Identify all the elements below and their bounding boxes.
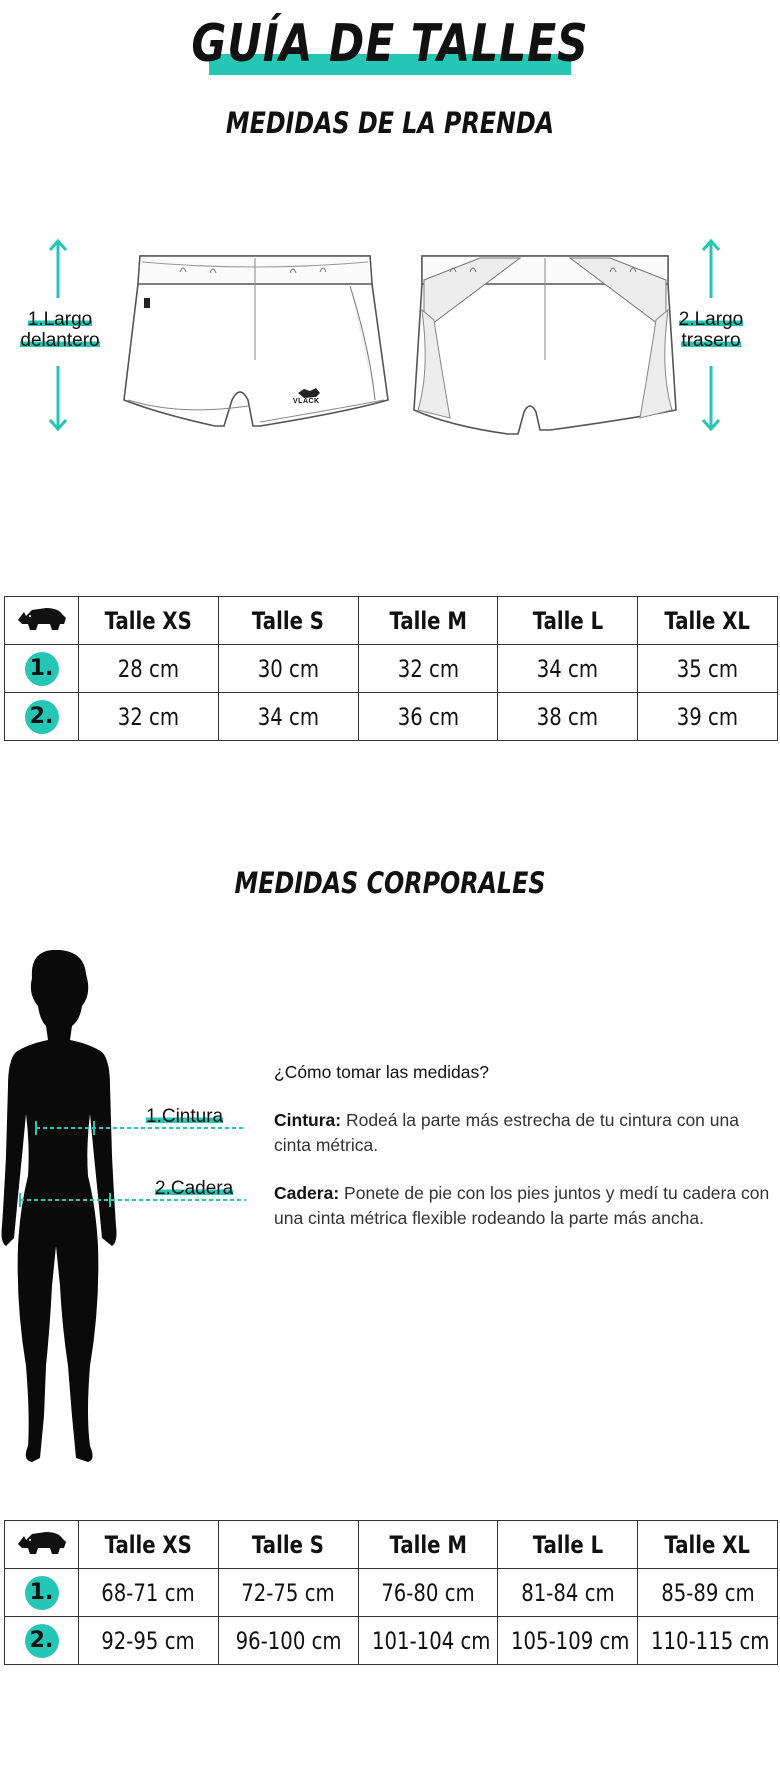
waist-label: 1.Cintura: [146, 1106, 224, 1127]
table-header-cell: Talle XL: [638, 1521, 778, 1569]
table-cell: 38 cm: [498, 693, 638, 741]
table-cell: 96-100 cm: [218, 1617, 358, 1665]
row-number-badge: 1.: [25, 1576, 59, 1610]
brand-mark: VLACK: [293, 398, 320, 405]
table-row: [5, 693, 778, 741]
rhino-icon: [16, 604, 68, 632]
shorts-back-drawing: [410, 250, 680, 442]
table-cell: 76-80 cm: [358, 1569, 498, 1617]
body-size-table: [4, 1520, 778, 1665]
garment-heading: MEDIDAS DE LA PRENDA: [225, 106, 555, 140]
title-block: [0, 10, 780, 80]
table-cell: 34 cm: [498, 645, 638, 693]
waist-instructions: Cintura: Rodeá la parte más estrecha de tu cintura con una cinta métrica.: [274, 1110, 739, 1155]
table-header-cell: Talle XS: [79, 1521, 219, 1569]
hip-label: 2.Cadera: [155, 1178, 234, 1199]
instructions-question: ¿Cómo tomar las medidas?: [274, 1062, 489, 1082]
table-cell: 110-115 cm: [638, 1617, 778, 1665]
front-length-label-line1: 1.Largo: [27, 309, 93, 330]
front-length-label: [10, 309, 110, 351]
table-row: [5, 645, 778, 693]
table-header-cell: Talle S: [218, 1521, 358, 1569]
table-cell: 72-75 cm: [218, 1569, 358, 1617]
table-header-cell: Talle XL: [638, 597, 778, 645]
table-cell: 81-84 cm: [498, 1569, 638, 1617]
page-title: GUÍA DE TALLES: [191, 14, 589, 74]
table-cell: 35 cm: [638, 645, 778, 693]
table-cell: 32 cm: [358, 645, 498, 693]
shorts-front-drawing: [120, 250, 390, 434]
table-cell: 105-109 cm: [498, 1617, 638, 1665]
table-logo-cell: [5, 597, 79, 645]
body-table-header-row: [5, 1521, 778, 1569]
table-row: [5, 1617, 778, 1665]
garment-table-header-row: [5, 597, 778, 645]
table-cell: 39 cm: [638, 693, 778, 741]
table-cell: 85-89 cm: [638, 1569, 778, 1617]
row-number-badge: 1.: [25, 652, 59, 686]
garment-size-table: [4, 596, 778, 741]
table-row: [5, 1569, 778, 1617]
table-header-cell: Talle S: [218, 597, 358, 645]
table-cell: 36 cm: [358, 693, 498, 741]
body-silhouette: [0, 946, 130, 1476]
table-header-cell: Talle L: [498, 1521, 638, 1569]
table-logo-cell: [5, 1521, 79, 1569]
back-length-label-line1: 2.Largo: [678, 309, 744, 330]
table-header-cell: Talle M: [358, 1521, 498, 1569]
table-cell: 30 cm: [218, 645, 358, 693]
row-number-cell: [5, 1617, 79, 1665]
row-number-cell: [5, 1569, 79, 1617]
hip-instructions: Cadera: Ponete de pie con los pies juntos y medí tu cadera con una cinta métrica flexible rodeando la parte más ancha.: [274, 1183, 770, 1228]
table-cell: 101-104 cm: [358, 1617, 498, 1665]
table-header-cell: Talle L: [498, 597, 638, 645]
row-number-cell: [5, 645, 79, 693]
row-number-cell: [5, 693, 79, 741]
measure-instructions: [274, 1060, 774, 1231]
table-header-cell: Talle M: [358, 597, 498, 645]
body-heading: MEDIDAS CORPORALES: [234, 866, 546, 900]
rhino-icon: [16, 1528, 68, 1556]
row-number-badge: 2.: [25, 700, 59, 734]
back-length-label-line2: trasero: [681, 330, 741, 351]
table-header-cell: Talle XS: [79, 597, 219, 645]
table-cell: 28 cm: [79, 645, 219, 693]
table-cell: 68-71 cm: [79, 1569, 219, 1617]
table-cell: 34 cm: [218, 693, 358, 741]
table-cell: 32 cm: [79, 693, 219, 741]
front-length-label-line2: delantero: [20, 330, 100, 351]
row-number-badge: 2.: [25, 1624, 59, 1658]
table-cell: 92-95 cm: [79, 1617, 219, 1665]
